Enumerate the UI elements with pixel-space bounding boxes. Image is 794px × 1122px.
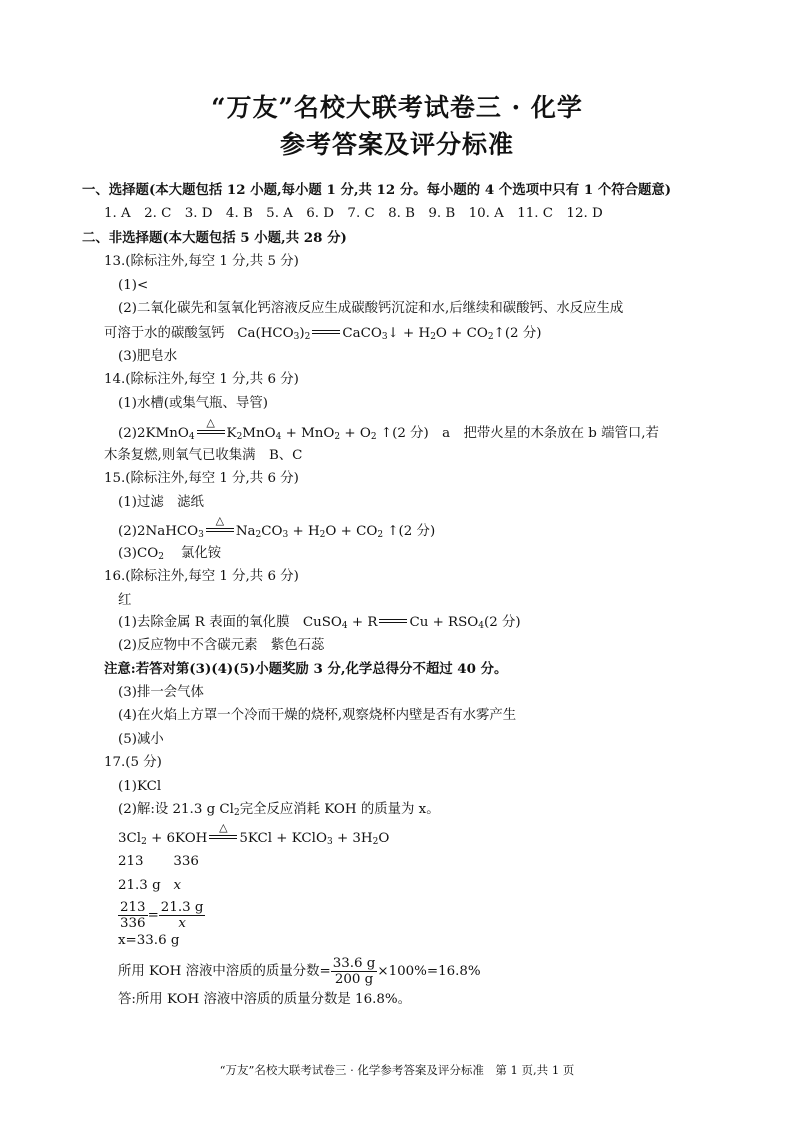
section2-heading: 二、非选择题(本大题包括 5 小题,共 28 分): [82, 230, 347, 246]
q17-ratio-row-2: 21.3 g x: [118, 878, 181, 893]
equals-arrow-icon: [310, 324, 342, 338]
q13-answer-1: (1)<: [118, 278, 149, 293]
heat-arrow-icon: △: [207, 829, 239, 843]
page-title: “万友”名校大联考试卷三 · 化学: [211, 93, 583, 122]
q14-answer-2-line1: (2)2KMnO$_4$ △ $K_2MnO_4 + MnO_2 + O_2$ ↑(2 分) a 把带火星的木条放在 b 端管口,若: [118, 416, 659, 442]
q16-note: 注意:若答对第(3)(4)(5)小题奖励 3 分,化学总得分不超过 40 分。: [104, 661, 508, 677]
section1-heading: 一、选择题(本大题包括 12 小题,每小题 1 分,共 12 分。每小题的 4 个选项中只有 1 个符合题意): [82, 182, 672, 198]
q17-answer-1: (1)KCl: [118, 779, 162, 794]
page-subtitle: 参考答案及评分标准: [279, 130, 514, 159]
q13-answer-3: (3)肥皂水: [118, 349, 178, 364]
q17-mass-fraction: 所用 KOH 溶液中溶质的质量分数= $\frac{33.6 g}{200 g}$ ×100%=16.8%: [118, 956, 481, 987]
q13-answer-2-line2: 可溶于水的碳酸氢钙 $Ca(HCO_3)_2$ CaCO$_3$↓ + $H_2O$ + $CO_2↑(2$ 分): [104, 326, 542, 342]
q16-header: 16.(除标注外,每空 1 分,共 6 分): [104, 569, 299, 584]
q13-header: 13.(除标注外,每空 1 分,共 5 分): [104, 254, 299, 269]
fraction: $\frac{21.3 g}{x}$: [160, 900, 204, 931]
q16-answer-4: (4)在火焰上方罩一个冷而干燥的烧杯,观察烧杯内壁是否有水雾产生: [118, 708, 517, 723]
q17-header: 17.(5 分): [104, 755, 162, 770]
fraction: $\frac{33.6 g}{200 g}$: [332, 956, 376, 987]
section1-answers: 1. A 2. C 3. D 4. B 5. A 6. D 7. C 8. B 9. B 10. A 11. C 12. D: [104, 206, 603, 221]
q17-x-value: x=33.6 g: [118, 933, 180, 948]
q14-header: 14.(除标注外,每空 1 分,共 6 分): [104, 372, 299, 387]
q13-eq-right: CaCO: [342, 326, 382, 341]
q15-answer-3: $(3)CO_2$ 氯化铵: [118, 546, 222, 562]
q16-answer-5: (5)减小: [118, 732, 164, 747]
q13-score: ↑(2 分): [493, 326, 542, 341]
q13-answer-2-line1: (2)二氧化碳先和氢氧化钙溶液反应生成碳酸钙沉淀和水,后继续和碳酸钙、水反应生成: [118, 301, 624, 316]
q14-answer-2-line2: 木条复燃,则氧气已收集满 B、C: [104, 448, 303, 463]
q13-answer-2-text: 可溶于水的碳酸氢钙: [104, 326, 225, 341]
q15-answer-2: (2)2NaHCO$_3$ △ $Na_2CO_3 + H_2O + CO_2$ ↑(2 分): [118, 514, 436, 540]
heat-arrow-icon: △: [195, 424, 227, 438]
equals-arrow-icon: [377, 613, 409, 627]
q17-proportion: $\frac{213}{336}$ = $\frac{21.3 g}{x}$: [120, 900, 204, 931]
fraction: $\frac{213}{336}$: [120, 900, 146, 931]
q13-eq-left: Ca(HCO: [237, 326, 294, 341]
q16-red: 红: [118, 593, 132, 608]
q16-answer-1: (1)去除金属 R 表面的氧化膜 CuSO$_4$ + R $Cu + RSO_4(2$ 分): [118, 615, 521, 631]
q14-answer-1: (1)水槽(或集气瓶、导管): [118, 396, 268, 411]
q16-answer-3: (3)排一会气体: [118, 685, 204, 700]
q16-answer-2: (2)反应物中不含碳元素 紫色石蕊: [118, 638, 325, 653]
q17-ratio-row-1: 213 336: [118, 854, 199, 869]
q17-answer-2: (2)解:设 21.3 g $Cl_2$完全反应消耗 KOH 的质量为 x。: [118, 802, 440, 818]
heat-arrow-icon: △: [204, 522, 236, 536]
q17-final-answer: 答:所用 KOH 溶液中溶质的质量分数是 16.8%。: [118, 992, 411, 1007]
q15-header: 15.(除标注外,每空 1 分,共 6 分): [104, 471, 299, 486]
q17-equation: $3Cl_2 + 6KOH$ △ 5KCl + KClO$_3$ + $3H_2O$: [118, 821, 390, 847]
page-footer: “万友”名校大联考试卷三 · 化学参考答案及评分标准 第 1 页,共 1 页: [219, 1063, 575, 1077]
q15-answer-1: (1)过滤 滤纸: [118, 495, 204, 510]
